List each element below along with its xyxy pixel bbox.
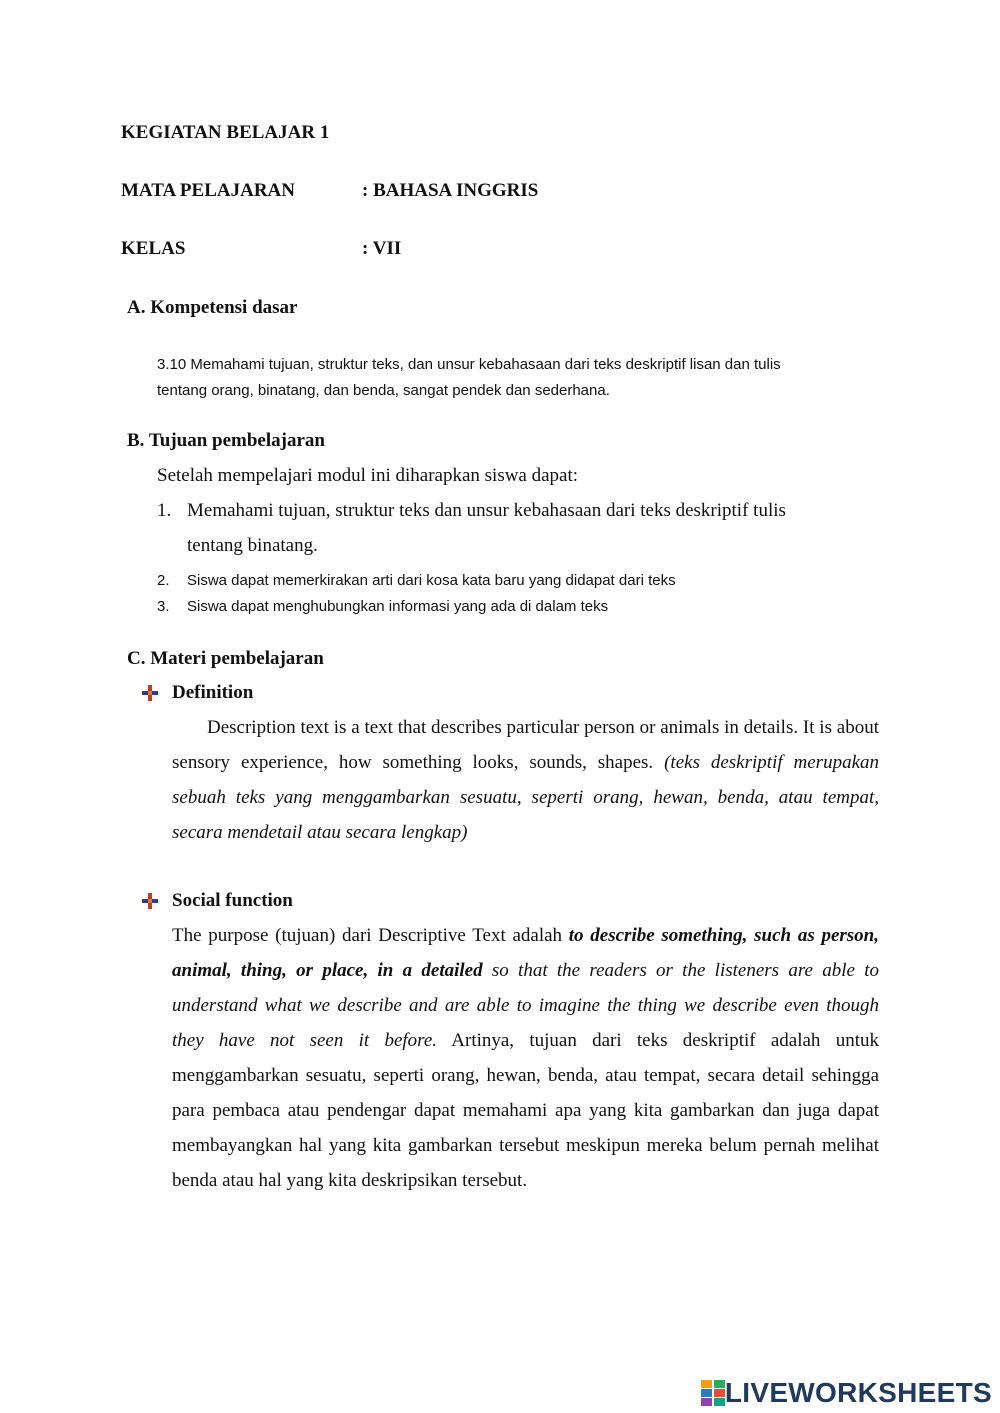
definition-heading: Definition xyxy=(172,682,254,703)
list-number: 2. xyxy=(157,572,170,589)
list-item-line-1: Memahami tujuan, struktur teks dan unsur kebahasaan dari teks deskriptif tulis xyxy=(187,500,786,521)
section-b-item-1 xyxy=(157,493,877,563)
arrow-bullet-icon xyxy=(141,892,159,910)
definition-text xyxy=(172,710,879,850)
social-function-heading: Social function xyxy=(172,890,293,911)
section-b-title: B. Tujuan pembelajaran xyxy=(127,430,325,451)
section-c-title: C. Materi pembelajaran xyxy=(127,648,324,669)
section-a-line-1: 3.10 Memahami tujuan, struktur teks, dan unsur kebahasaan dari teks deskriptif lisan dan tulis xyxy=(157,356,781,373)
social-function-text-bold-italic: to describe something, such as person, animal, thing, or place, in a detailed xyxy=(172,925,879,981)
section-a-title: A. Kompetensi dasar xyxy=(127,297,298,318)
subject-label: MATA PELAJARAN xyxy=(121,180,295,201)
list-number: 1. xyxy=(157,500,172,521)
list-item-text: Siswa dapat memerkirakan arti dari kosa kata baru yang didapat dari teks xyxy=(187,572,676,589)
social-function-text-italic: so that the readers or the listeners are able to understand what we describe and are able to imagine the thing we describe even though they have not seen it before. xyxy=(172,960,879,1051)
section-a-line-2: tentang orang, binatang, dan benda, sangat pendek dan sederhana. xyxy=(157,382,610,399)
arrow-bullet-icon xyxy=(141,684,159,702)
class-value: : VII xyxy=(362,238,402,259)
liveworksheets-logo xyxy=(701,1376,992,1410)
list-item-line-2: tentang binatang. xyxy=(187,535,318,556)
section-a-text xyxy=(157,352,897,404)
class-label: KELAS xyxy=(121,238,186,259)
liveworksheets-brand: LIVEWORKSHEETS xyxy=(724,1377,992,1408)
list-item-text: Siswa dapat menghubungkan informasi yang ada di dalam teks xyxy=(187,598,609,615)
section-b-item-3 xyxy=(157,594,877,620)
section-b-intro: Setelah mempelajari modul ini diharapkan siswa dapat: xyxy=(157,465,579,486)
section-b-item-2 xyxy=(157,568,877,594)
subject-value: : BAHASA INGGRIS xyxy=(362,180,539,201)
list-number: 3. xyxy=(157,598,170,615)
social-function-text-normal-1: The purpose (tujuan) dari Descriptive Text adalah xyxy=(172,925,569,946)
definition-text-italic: (teks deskriptif merupakan sebuah teks yang menggambarkan sesuatu, seperti orang, hewan, benda, atau tempat, secara mendetail atau secara lengkap) xyxy=(172,752,879,843)
social-function-text xyxy=(172,918,879,1198)
definition-text-normal: Description text is a text that describes particular person or animals in details. It is about sensory experience, how something looks, sounds, shapes. xyxy=(172,717,879,773)
activity-title: KEGIATAN BELAJAR 1 xyxy=(121,122,330,143)
social-function-text-normal-2: Artinya, tujuan dari teks deskriptif adalah untuk menggambarkan sesuatu, seperti orang, hewan, benda, atau tempat, secara detail sehingga para pembaca atau pendengar dapat memahami apa yang kita gambarkan dan juga dapat membayangkan hal yang kita gambarkan tersebut meskipun mereka belum pernah melihat benda atau hal yang kita deskripsikan tersebut. xyxy=(172,1030,879,1191)
liveworksheets-icon xyxy=(701,1380,725,1406)
